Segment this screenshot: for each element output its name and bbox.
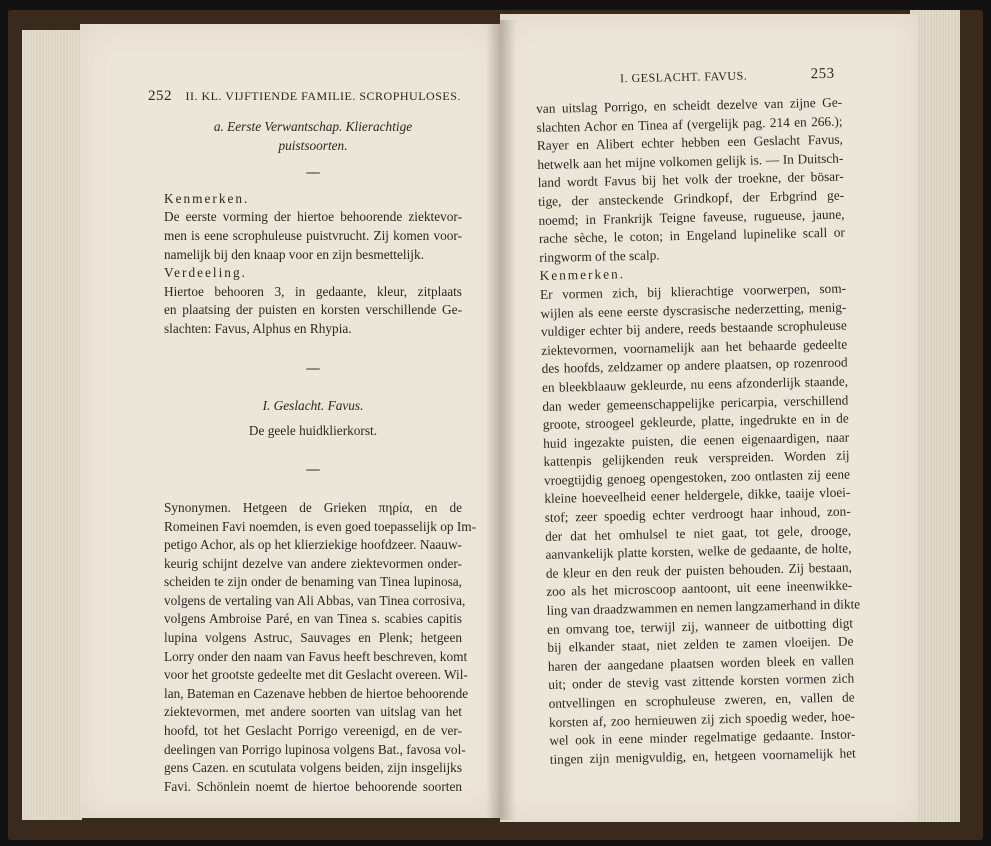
kenmerken-heading: Kenmerken. [539,266,626,284]
text-line: bij elkander staat, niet zelden te zamen vloeijen. De [547,633,854,656]
text-line: wijlen als eene eerste dyscrasische nederzetting, menig- [540,299,847,321]
text-line: land wordt Favus bij het volk der troekne, der bösar- [537,168,844,191]
text-line: volgens de vertaling van Ali Abbas, van Tinea corrosiva, [164,592,466,608]
text-line: vroegtijdig genoeg opengestoken, zoo ontlasten zij eene [543,466,851,488]
text-line: hoofd, tot het Geslacht Porrigo vereenigd, en de ver- [164,723,462,739]
text-line: slachten: Favus, Alphus en Rhypia. [164,320,352,336]
text-line: ringworm of the scalp. [539,247,660,265]
text-line: en omvang toe, terwijl zij, wanneer de uitbotting digt [546,615,854,637]
text-line: voor het grootste gedeelte met dit Geslacht overeen. Wil- [164,667,468,683]
text-line: der dat het omhulsel te niet gaat, tot gele, drooge, [544,522,852,544]
text-line: petigo Achor, als op het klierziekige hoofdzeer. Naauw- [164,537,462,553]
text-line: stof; zeer spoedig echter verdroogt haar inhoud, zon- [544,503,851,525]
verdeeling-heading: Verdeeling. [164,265,247,281]
section-title-line: a. Eerste Verwantschap. Klierachtige [213,119,413,134]
text-line: Romeinen Favi noemden, is even goed toepasselijk op Im- [164,518,477,534]
text-line: lupina volgens Astruc, Sauvages en Plenk; hetgeen [164,630,462,646]
text-line: ziektevormen, met andere soorten van uitslag van het [164,704,462,720]
right-text-column [536,94,861,770]
left-text-column [164,118,477,796]
text-line: scheiden te zijn onder de benaming van Tinea lupinosa, [164,574,462,590]
left-running-head-text: II. KL. VIJFTIENDE FAMILIE. SCROPHULOSES. [185,89,461,103]
text-line: ontvellingen en scrophuleuse zweren, en, vallen de [548,689,855,711]
page-edges-left [22,30,82,820]
text-line: men is eene scrophuleuse puistvrucht. Zij komen voor- [164,227,462,243]
text-line: rache sèche, le coton; in Engeland lupinelike scall or [538,224,845,247]
text-line: vuldiger echter bij andere, reeds bestaande scrophuleuse [540,317,847,340]
text-line: en bleekblaauw gekleurde, nu eens afzonderlijk staande, [541,373,849,395]
text-line: De eerste vorming der hiertoe behoorende ziektevor- [164,209,462,225]
book-gutter [486,20,516,820]
separator-dash: — [306,461,320,477]
section-title [164,118,462,155]
text-line: de kleur en den reuk der puisten behouden. Zij bestaan, [545,559,853,581]
text-line: van uitslag Porrigo, en scheidt dezelve van zijne Ge- [536,94,843,116]
text-line: tige, der ansteckende Grindkopf, der Erbgrind ge- [537,187,845,209]
text-line: noemd; in Frankrijk Teigne faveuse, rugueuse, jaune, [538,206,845,228]
text-line: des hoofds, zeldzamer op andere plaatsen, op rozenrood [541,354,848,377]
text-line: dan weder gemeenschappelijke pericarpia, verschillend [542,392,849,414]
text-line: ziektevormen, voornamelijk aan het behaarde gedeelte [541,336,848,358]
text-line: huid ingezakte puisten, die eenen eigenaardigen, naar [543,429,850,451]
text-line: Hiertoe behooren 3, in gedaante, kleur, zitplaats [164,283,462,299]
text-line: keurig schijnt dezelve van andere ziektevormen onder- [164,555,462,571]
text-line: slachten Achor en Tinea af (vergelijk pag. 214 en 266.); [536,113,843,135]
text-line: en plaatsing der puisten en korsten verschillende Ge- [164,302,462,318]
separator-dash: — [306,164,320,180]
text-line: Favi. Schönlein noemt de hiertoe behoorende soorten [164,778,462,794]
text-line: ling van draadzwammen en nemen langzamerhand in dikte [546,596,861,618]
genus-subtitle: De geele huidklierkorst. [248,422,378,438]
text-line: kleine hoeveelheid eener heldergele, dikke, taaije vloei- [544,484,851,507]
text-line: groote, stroogeel gekleurde, platte, ingedrukte en in de [542,410,849,433]
separator-dash: — [306,359,320,375]
text-line: wel ook in eene minder regelmatige gedaante. Instor- [549,726,856,749]
text-line: gens Cazen. en scutulata volgens beiden, zijn insgelijks [164,760,462,776]
text-line: Lorry onder den naam van Favus heeft beschreven, komt [164,648,468,664]
right-page-number: 253 [810,65,835,83]
text-line: tingen zijn menigvuldig, en, hetgeen voornamelijk het [549,745,856,767]
left-running-head [148,88,461,105]
text-line: volgens Ambroise Paré, en van Tinea s. scabies capitis [164,611,462,627]
text-line: hetwelk aan het mijne volkomen gelijk is. — In Duitsch- [537,150,844,172]
text-line: kattenpis gelijkenden reuk verspreiden. Worden zij [543,447,850,470]
genus-title: I. Geslacht. Favus. [262,398,364,414]
right-running-head-text: I. GESLACHT. FAVUS. [619,68,748,86]
text-line: korsten af, zoo hernieuwen zij zich spoedig weder, hoe- [548,708,856,730]
text-line: aanvankelijk platte korsten, welke de gedaante, de holte, [545,540,852,563]
text-line: Synonymen. Hetgeen de Grieken πηρία, en de [164,499,462,515]
text-line: Er vormen zich, bij klierachtige voorwerpen, som- [539,280,847,302]
left-page-number: 252 [148,88,172,104]
text-line: haren der aangedane plaatsen worden bleek en vallen [547,652,854,674]
text-line: namelijk bij den knaap voor en zijn besmettelijk. [164,246,424,262]
kenmerken-heading: Kenmerken. [164,190,250,206]
text-line: uit; onder de stevig vast zittende korsten vormen zich [548,670,855,693]
text-line: Rayer en Alibert echter hebben een Geslacht Favus, [536,131,844,154]
text-line: lan, Bateman en Cazenave hebben de hiertoe behoorende [164,685,469,701]
section-title-line: puistsoorten. [278,137,348,153]
text-line: deelingen van Porrigo lupinosa volgens Bat., favosa vol- [164,741,466,757]
text-line: zoo als het microscoop aantoont, uit eene ineenwikke- [546,577,853,600]
